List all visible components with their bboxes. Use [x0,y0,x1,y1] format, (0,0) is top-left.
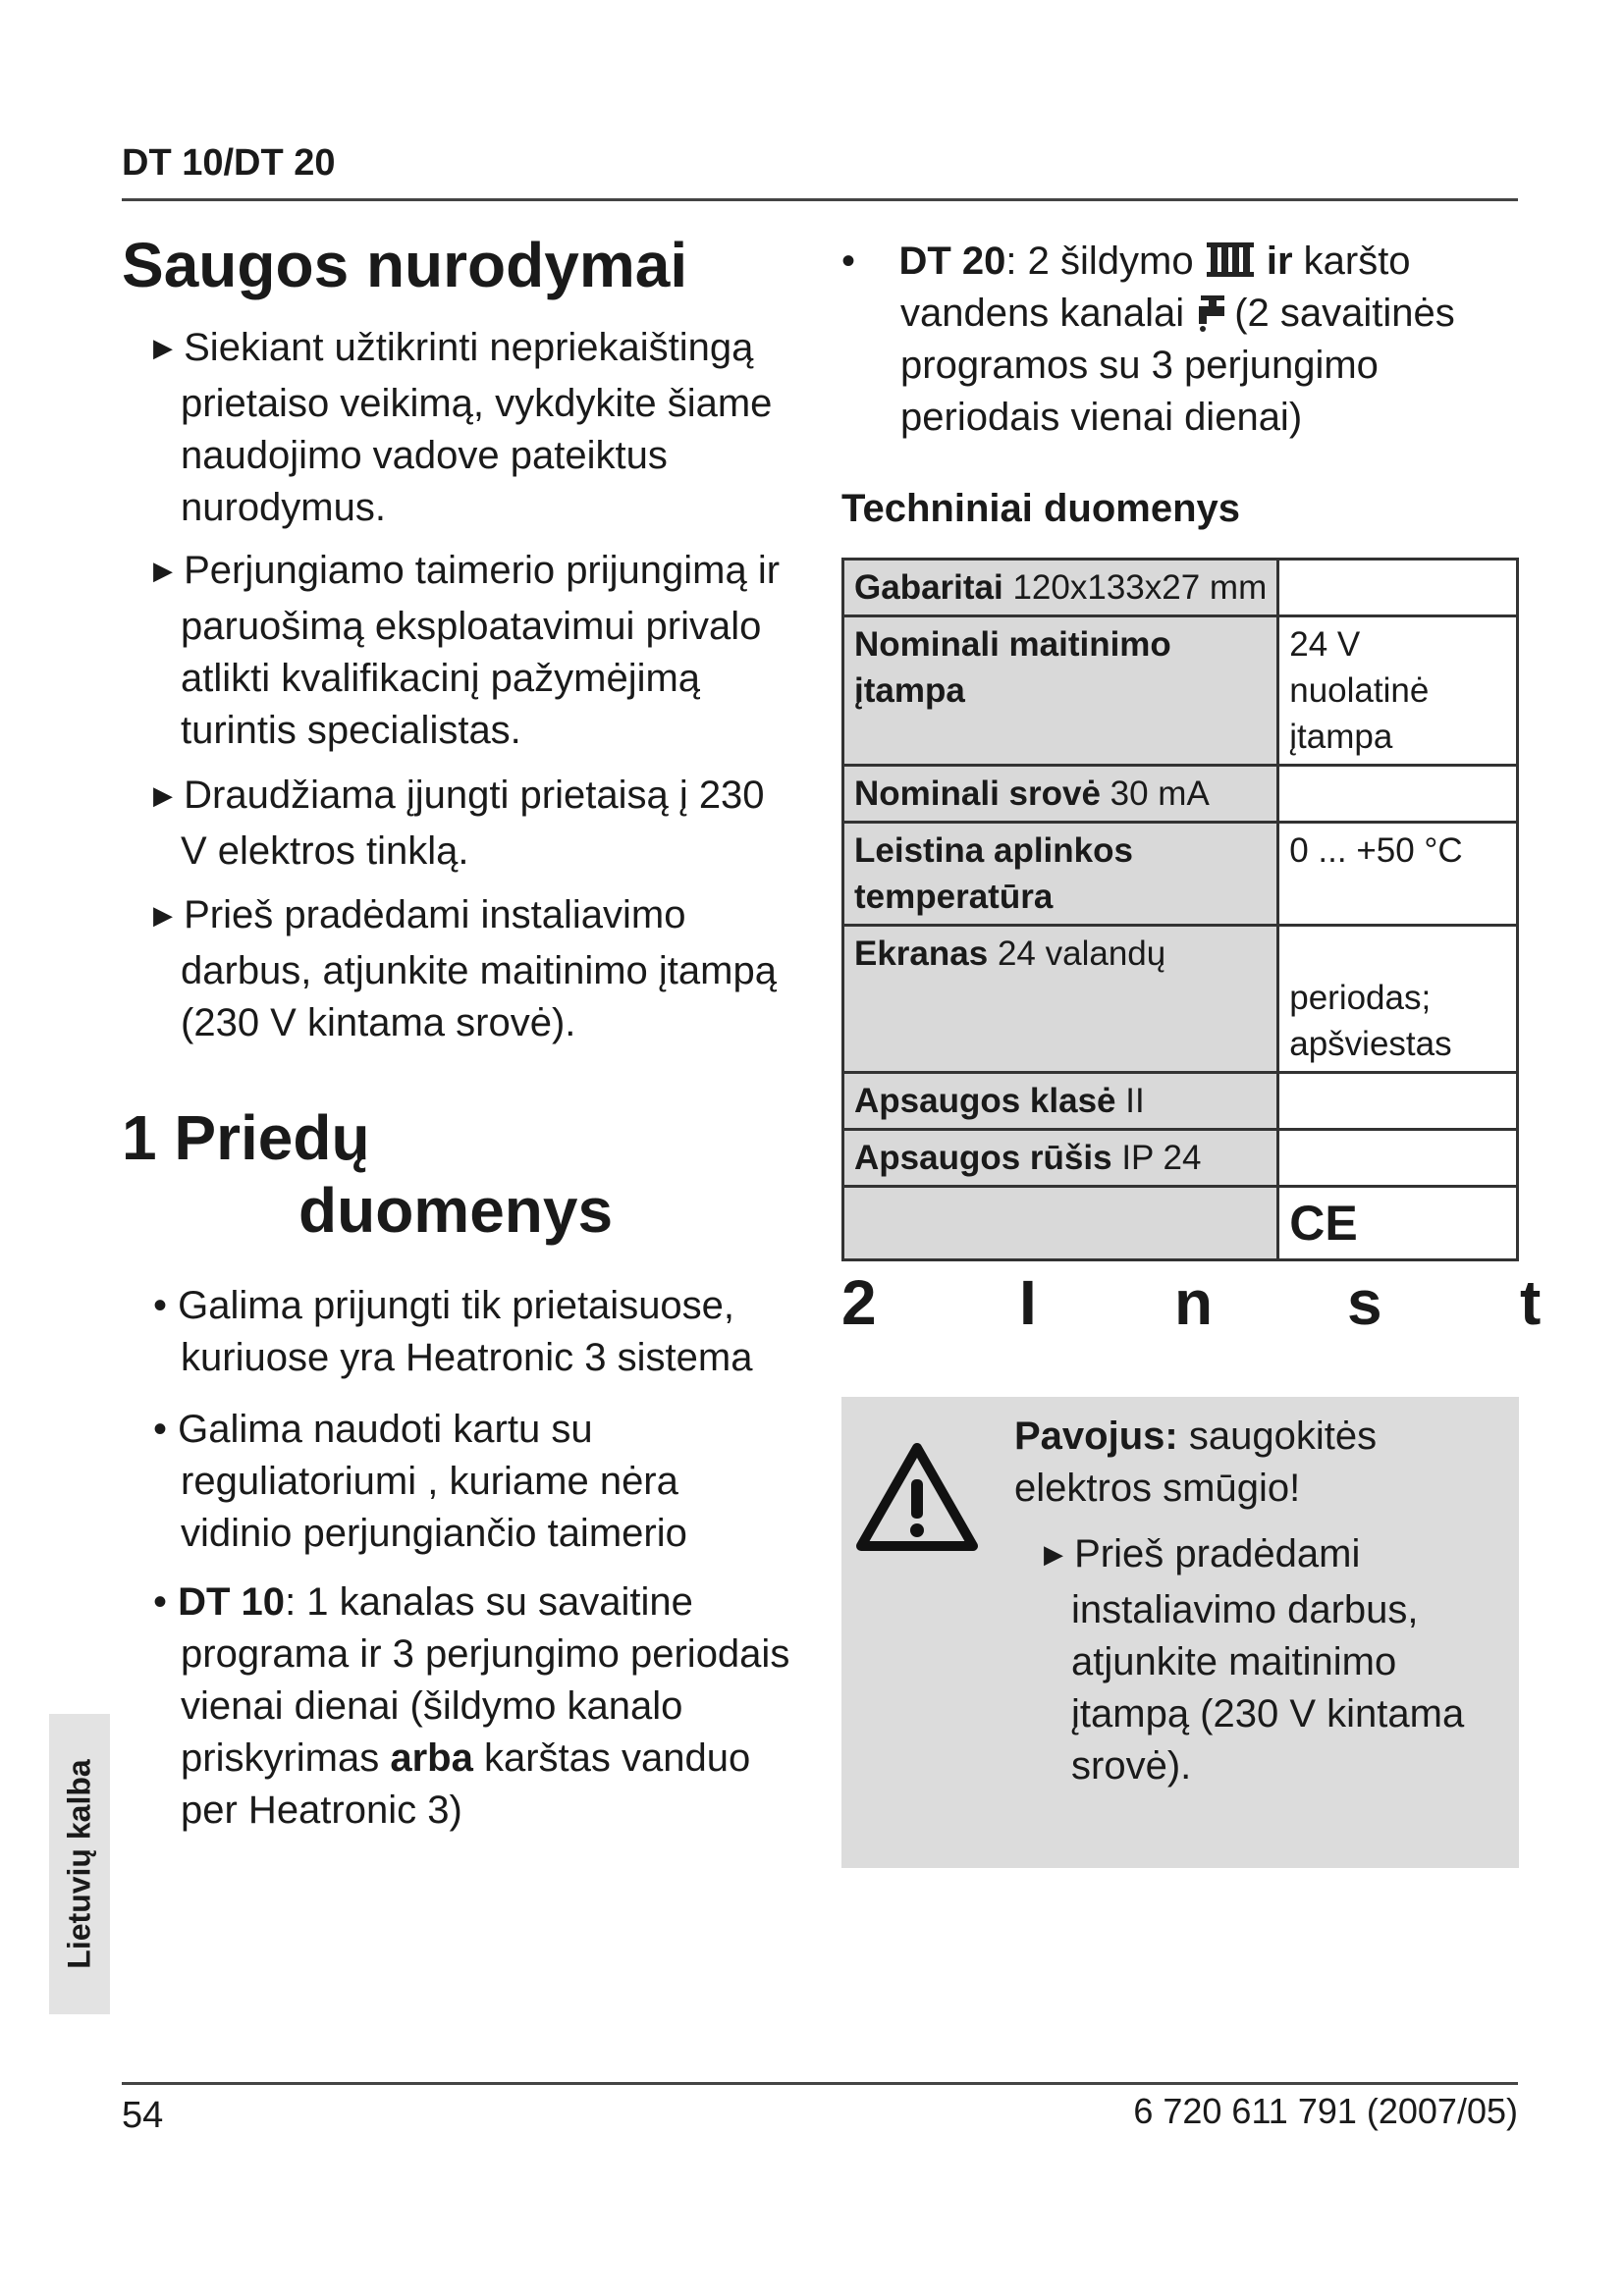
install-heading-letter: n [1174,1267,1214,1338]
install-heading-letter: 2 [841,1267,877,1338]
table-row: Nominali srovė 30 mA [843,766,1518,823]
triangle-bullet-icon: ▶ [153,780,173,810]
language-side-tab: Lietuvių kalba [49,1714,110,2014]
tap-water-icon [1195,293,1234,332]
triangle-bullet-icon: ▶ [153,333,173,362]
table-row [843,1187,1518,1260]
accessories-heading-line2: duomenys [298,1175,614,1246]
page-number: 54 [122,2095,164,2136]
safety-heading: Saugos nurodymai [122,230,688,300]
table-row: Gabaritai 120x133x27 mm [843,560,1518,616]
accessory-item: • Galima naudoti kartu su reguliatoriumi , kuriame nėra vidinio perjungiančio taimerio [153,1408,687,1555]
tech-data-table [841,558,1519,1261]
header-rule [122,198,1518,201]
table-row: Leistina aplinkos temperatūra 0 ... +50 °C [843,823,1518,926]
triangle-bullet-icon: ▶ [153,556,173,585]
install-heading-letter: s [1347,1267,1382,1338]
dt20-item: • DT 20: 2 šildymo ir karšto vandens kanalai (2 savaitinės programos su 3 perjungimo periodais vienai dienai) [841,240,1455,439]
table-row: Nominali maitinimo įtampa 24 V nuolatinė įtampa [843,616,1518,766]
table-row: Apsaugos rūšis IP 24 [843,1130,1518,1187]
safety-item: ▶ Prieš pradėdami instaliavimo darbus, atjunkite maitinimo įtampą (230 V kintama srovė). [153,893,777,1044]
warning-box [841,1397,1519,1868]
install-heading-letter: I [1019,1267,1037,1338]
table-row: Apsaugos klasė II [843,1073,1518,1130]
accessory-item: • Galima prijungti tik prietaisuose, kuriuose yra Heatronic 3 sistema [153,1284,753,1379]
tech-data-heading: Techniniai duomenys [841,487,1240,530]
warning-text: Pavojus: saugokitės elektros smūgio! [1014,1415,1378,1510]
safety-item: ▶ Perjungiamo taimerio prijungimą ir paruošimą eksploatavimui privalo atlikti kvalifikacinį pažymėjimą turintis specialistas. [153,549,781,752]
warning-triangle-icon [855,1440,979,1554]
document-number: 6 720 611 791 (2007/05) [1133,2091,1518,2131]
triangle-bullet-icon: ▶ [1044,1539,1063,1569]
ce-mark: CE [1278,1187,1518,1260]
safety-item: ▶ Draudžiama įjungti prietaisą į 230 V elektros tinklą. [153,774,765,873]
install-heading-letter: t [1520,1267,1542,1338]
accessories-heading: 1 Priedų [122,1102,370,1173]
triangle-bullet-icon: ▶ [153,900,173,930]
footer-rule [122,2082,1518,2085]
table-row: Ekranas 24 valandų periodas; apšviestas [843,926,1518,1073]
radiator-icon [1205,239,1256,280]
accessory-item: • DT 10: 1 kanalas su savaitine programa ir 3 perjungimo periodais vienai dienai (šildymo kanalo priskyrimas arba karštas vanduo per Heatronic 3) [153,1580,790,1832]
warning-item: ▶ Prieš pradėdami instaliavimo darbus, atjunkite maitinimo įtampą (230 V kintama srovė). [1044,1532,1465,1788]
safety-item: ▶ Siekiant užtikrinti nepriekaištingą prietaiso veikimą, vykdykite šiame naudojimo vadove pateiktus nurodymus. [153,326,773,529]
document-header-title: DT 10/DT 20 [122,142,336,184]
